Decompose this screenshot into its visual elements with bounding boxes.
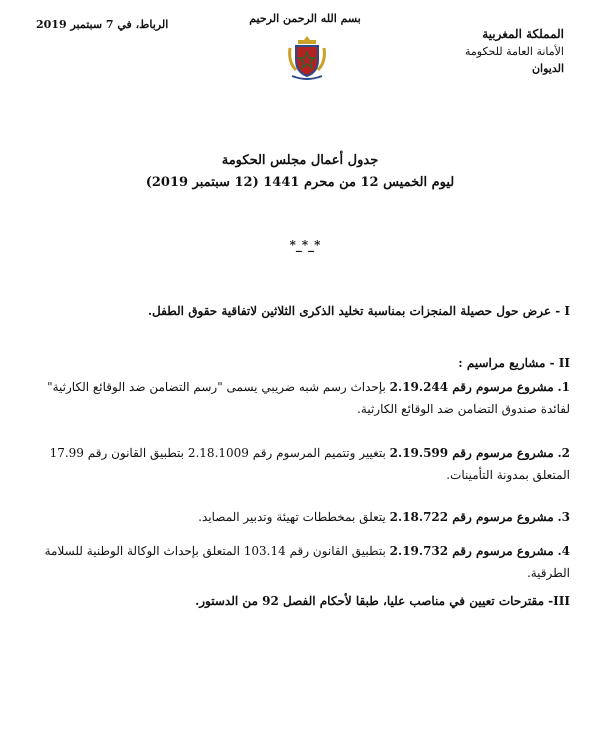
secretariat-name: الأمانة العامة للحكومة	[464, 45, 564, 58]
item-number: 1.	[557, 380, 570, 394]
item-lead: مشروع مرسوم رقم 2.19.599	[389, 446, 554, 460]
basmala: بسم الله الرحمن الرحيم	[249, 12, 361, 25]
decree-item	[20, 442, 570, 486]
item-lead: مشروع مرسوم رقم 2.19.244	[389, 380, 554, 394]
item-number: 2.	[557, 446, 570, 460]
decree-item	[20, 540, 570, 584]
date-line: الرباط، في 7 سبتمبر 2019	[36, 18, 169, 31]
item-lead: مشروع مرسوم رقم 2.18.722	[389, 510, 554, 524]
item-body: يتعلق بمخططات تهيئة وتدبير المصايد.	[198, 510, 386, 524]
cabinet-name: الديوان	[531, 62, 564, 75]
section-1: I - عرض حول حصيلة المنجزات بمناسبة تخليد الذكرى الثلاثين لاتفاقية حقوق الطفل.	[147, 304, 570, 318]
item-number: 4.	[557, 544, 570, 558]
item-body: بإحداث رسم شبه ضريبي يسمى "رسم التضامن ضد الوقائع الكارثية" لفائدة صندوق التضامن ضد الوقائع الكارثية.	[47, 380, 570, 416]
item-number: 3.	[557, 510, 570, 524]
item-body: بتطبيق القانون رقم 103.14 المتعلق بإحداث الوكالة الوطنية للسلامة الطرقية.	[44, 544, 570, 580]
section-2-heading: II - مشاريع مراسيم :	[458, 356, 570, 370]
section-3: III- مقترحات تعيين في مناصب عليا، طبقا لأحكام الفصل 92 من الدستور.	[195, 594, 570, 608]
kingdom-name: المملكة المغربية	[482, 27, 564, 41]
coat-of-arms-icon	[286, 34, 328, 82]
separator: *_*_*	[289, 238, 321, 252]
title-line-2: ليوم الخميس 12 من محرم 1441 (12 سبتمبر 2019)	[145, 175, 455, 190]
decree-item	[20, 506, 570, 528]
issuing-authority	[414, 26, 564, 77]
title-line-1: جدول أعمال مجلس الحكومة	[221, 153, 379, 168]
agenda-title	[80, 150, 520, 194]
decree-item	[20, 376, 570, 420]
item-body: بتغيير وتتميم المرسوم رقم 2.18.1009 بتطبيق القانون رقم 17.99 المتعلق بمدونة التأمينات.	[49, 446, 570, 482]
item-lead: مشروع مرسوم رقم 2.19.732	[389, 544, 554, 558]
